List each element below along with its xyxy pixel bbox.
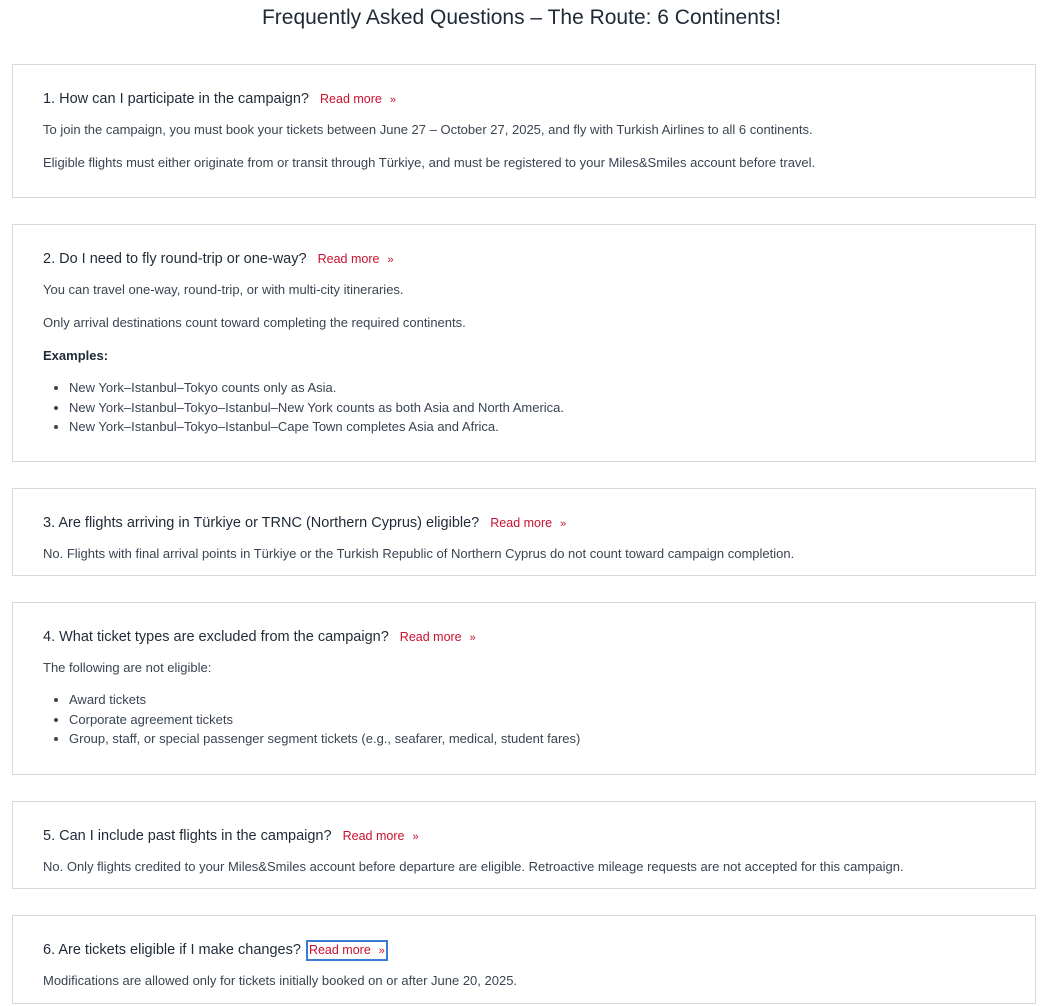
read-more-link[interactable]: Read more » — [306, 940, 388, 961]
faq-answer-paragraph: To join the campaign, you must book your tickets between June 27 – October 27, 2025, and fly with Turkish Airlines to all 6 continents. — [43, 122, 813, 137]
chevron-right-icon: » — [387, 254, 394, 266]
faq-question: 4. What ticket types are excluded from the campaign? — [43, 629, 389, 645]
faq-question: 3. Are flights arriving in Türkiye or TRNC (Northern Cyprus) eligible? — [43, 515, 480, 531]
faq-item-2 — [12, 224, 1036, 462]
faq-answer-paragraph: No. Only flights credited to your Miles&Smiles account before departure are eligible. Retroactive mileage requests are not accepted for this campaign. — [43, 859, 904, 874]
faq-answer-paragraph: You can travel one-way, round-trip, or with multi-city itineraries. — [43, 282, 404, 297]
faq-answer-paragraph: No. Flights with final arrival points in Türkiye or the Turkish Republic of Northern Cyprus do not count toward campaign completion. — [43, 546, 795, 561]
faq-answer-paragraph: Modifications are allowed only for tickets initially booked on or after June 20, 2025. — [43, 973, 518, 988]
list-item: • Award tickets — [69, 690, 1005, 710]
chevron-right-icon: » — [412, 831, 419, 843]
faq-item-4 — [12, 602, 1036, 775]
chevron-right-icon: » — [389, 94, 396, 106]
read-more-link[interactable]: Read more » — [320, 92, 396, 106]
faq-answer-paragraph: The following are not eligible: — [43, 660, 212, 675]
faq-item-3 — [12, 488, 1036, 576]
chevron-right-icon: » — [560, 518, 567, 530]
list-item: • New York–Istanbul–Tokyo counts only as Asia. — [69, 378, 1005, 398]
faq-question: 6. Are tickets eligible if I make changes? — [43, 942, 301, 958]
chevron-right-icon: » — [469, 632, 476, 644]
excluded-tickets-list — [69, 690, 1005, 749]
faq-answer-paragraph: Eligible flights must either originate from or transit through Türkiye, and must be registered to your Miles&Smiles account before travel. — [43, 155, 816, 170]
list-item: • New York–Istanbul–Tokyo–Istanbul–Cape Town completes Asia and Africa. — [69, 417, 1005, 437]
read-more-link[interactable]: Read more » — [399, 630, 476, 644]
faq-question: 5. Can I include past flights in the campaign? — [43, 828, 332, 844]
examples-heading: Examples: — [43, 348, 109, 363]
list-item: • New York–Istanbul–Tokyo–Istanbul–New York counts as both Asia and North America. — [69, 398, 1005, 418]
faq-item-6 — [12, 915, 1036, 1004]
list-item: • Corporate agreement tickets — [69, 710, 1005, 730]
page-title: Frequently Asked Questions – The Route: 6 Continents! — [261, 6, 782, 29]
faq-question: 1. How can I participate in the campaign? — [43, 91, 309, 107]
faq-item-1 — [12, 64, 1036, 198]
faq-question: 2. Do I need to fly round-trip or one-way? — [43, 251, 307, 267]
read-more-link[interactable]: Read more » — [342, 829, 419, 843]
faq-answer-paragraph: Only arrival destinations count toward completing the required continents. — [43, 315, 466, 330]
chevron-right-icon: » — [378, 945, 385, 957]
list-item: • Group, staff, or special passenger segment tickets (e.g., seafarer, medical, student fares) — [69, 729, 1005, 749]
read-more-link[interactable]: Read more » — [317, 252, 394, 266]
faq-item-5 — [12, 801, 1036, 889]
examples-list — [69, 378, 1005, 437]
read-more-link[interactable]: Read more » — [490, 516, 567, 530]
